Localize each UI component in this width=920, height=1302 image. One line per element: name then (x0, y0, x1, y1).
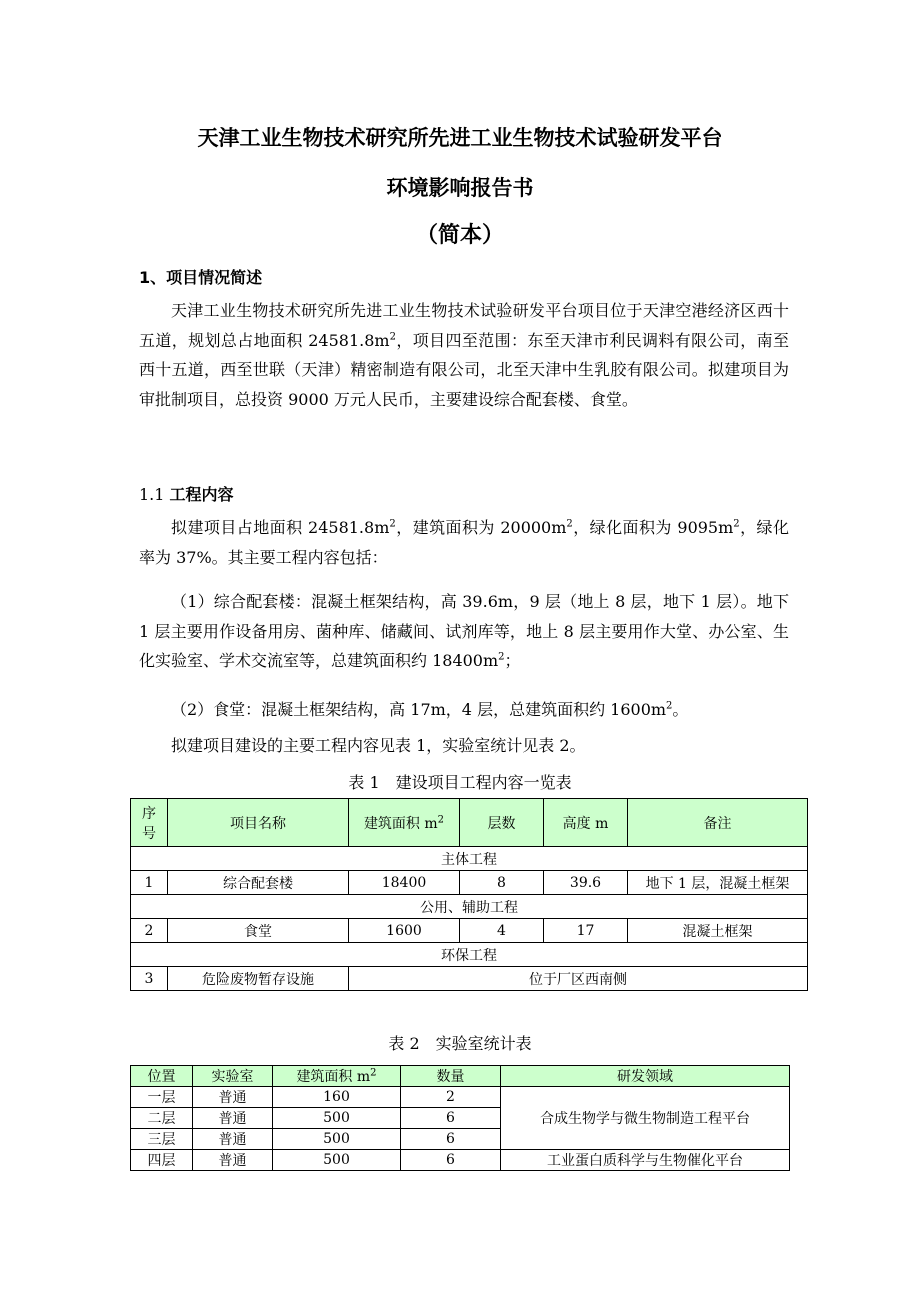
group-label: 主体工程 (131, 847, 808, 871)
title-line-2: 环境影响报告书 (386, 176, 534, 200)
cell: 普通 (193, 1108, 273, 1129)
table-row (131, 919, 808, 943)
header-cell: 高度 m (544, 799, 628, 847)
text: （1）综合配套楼：混凝土框架结构，高 39.6m，9 层（地上 8 层，地下 1 层）。地下 1 层主要用作设备用房、菌种库、储藏间、试剂库等，地上 8 层主要用作大堂、办公室、生化实验室、学术交流室等，总建筑面积约 18400m (139, 592, 789, 670)
cell: 危险废物暂存设施 (168, 967, 349, 991)
cell: 位于厂区西南侧 (349, 967, 808, 991)
para-1-text-a: 天津工业生物技术研究所先进工业生物技术试验研发平台项目位于天津空港经济区西十五道，规划总占地面积 24581.8m (139, 301, 789, 350)
cell: 一层 (131, 1087, 193, 1108)
cell: 18400 (349, 871, 460, 895)
cell: 普通 (193, 1087, 273, 1108)
cell: 三层 (131, 1129, 193, 1150)
cell: 4 (460, 919, 544, 943)
project-content-table (130, 798, 808, 991)
text: ； (504, 651, 521, 670)
cell: 混凝土框架 (628, 919, 808, 943)
cell: 500 (273, 1150, 401, 1171)
superscript: 2 (498, 651, 505, 663)
header-cell: 序号 (131, 799, 168, 847)
cell: 食堂 (168, 919, 349, 943)
section-number: 1.1 (139, 485, 170, 504)
superscript: 2 (370, 1067, 377, 1079)
header-cell: 数量 (401, 1066, 501, 1087)
superscript: 2 (389, 331, 396, 343)
superscript: 2 (566, 518, 573, 530)
cell: 17 (544, 919, 628, 943)
cell: 合成生物学与微生物制造工程平台 (501, 1087, 790, 1150)
header-cell: 位置 (131, 1066, 193, 1087)
cell: 2 (401, 1087, 501, 1108)
cell: 160 (273, 1087, 401, 1108)
cell: 3 (131, 967, 168, 991)
cell: 1600 (349, 919, 460, 943)
cell: 6 (401, 1108, 501, 1129)
cell: 6 (401, 1150, 501, 1171)
superscript: 2 (437, 813, 445, 825)
text: （2）食堂：混凝土框架结构，高 17m，4 层，总建筑面积约 1600m (171, 700, 667, 719)
table-2-caption: 表 2 实验室统计表 (388, 1034, 532, 1053)
section-1-paragraph (139, 296, 789, 414)
cell: 地下 1 层，混凝土框架 (628, 871, 808, 895)
table-group-row (131, 895, 808, 919)
cell: 8 (460, 871, 544, 895)
paragraph-areas (139, 513, 789, 572)
title-line-1: 天津工业生物技术研究所先进工业生物技术试验研发平台 (197, 126, 723, 150)
table-row (131, 1087, 790, 1108)
header-cell (273, 1066, 401, 1087)
table-group-row (131, 943, 808, 967)
section-heading-1-1 (139, 482, 234, 505)
cell: 综合配套楼 (168, 871, 349, 895)
cell: 四层 (131, 1150, 193, 1171)
title-line-3: （简本） (415, 223, 504, 248)
section-heading-1: 1、项目情况简述 (139, 268, 263, 287)
table-row (131, 871, 808, 895)
cell: 普通 (193, 1150, 273, 1171)
cell: 工业蛋白质科学与生物催化平台 (501, 1150, 790, 1171)
superscript: 2 (733, 518, 740, 530)
cell: 普通 (193, 1129, 273, 1150)
section-title: 工程内容 (169, 485, 234, 504)
header-cell (349, 799, 460, 847)
paragraph-canteen (139, 695, 789, 725)
text: 建筑面积 m (363, 815, 438, 832)
table-1-caption: 表 1 建设项目工程内容一览表 (348, 773, 572, 792)
superscript: 2 (389, 518, 396, 530)
table-row (131, 1150, 790, 1171)
header-cell: 实验室 (193, 1066, 273, 1087)
text: ，绿化率为 37%。其主要工程内容包括： (139, 518, 789, 567)
paragraph-building (139, 587, 789, 676)
text: 。 (672, 700, 689, 719)
paragraph-table-ref: 拟建项目建设的主要工程内容见表 1，实验室统计见表 2。 (171, 736, 586, 755)
superscript: 2 (666, 700, 673, 712)
header-cell: 备注 (628, 799, 808, 847)
cell: 6 (401, 1129, 501, 1150)
para-1-text-b: ，项目四至范围：东至天津市利民调料有限公司，南至西十五道，西至世联（天津）精密制造有限公司，北至天津中生乳胶有限公司。拟建项目为审批制项目，总投资 9000 万元人民币，主要建设综合配套楼、食堂。 (139, 330, 789, 409)
cell: 500 (273, 1108, 401, 1129)
table-header-row (131, 1066, 790, 1087)
header-cell: 项目名称 (168, 799, 349, 847)
header-cell: 层数 (460, 799, 544, 847)
cell: 1 (131, 871, 168, 895)
group-label: 公用、辅助工程 (131, 895, 808, 919)
header-cell: 研发领域 (501, 1066, 790, 1087)
table-row (131, 967, 808, 991)
cell: 39.6 (544, 871, 628, 895)
cell: 2 (131, 919, 168, 943)
text: ，建筑面积为 20000m (395, 518, 567, 537)
lab-statistics-table (130, 1065, 790, 1171)
group-label: 环保工程 (131, 943, 808, 967)
cell: 二层 (131, 1108, 193, 1129)
text: 建筑面积 m (296, 1069, 371, 1085)
text: ，绿化面积为 9095m (572, 518, 734, 537)
table-group-row (131, 847, 808, 871)
cell: 500 (273, 1129, 401, 1150)
table-header-row (131, 799, 808, 847)
text: 拟建项目占地面积 24581.8m (171, 518, 390, 537)
